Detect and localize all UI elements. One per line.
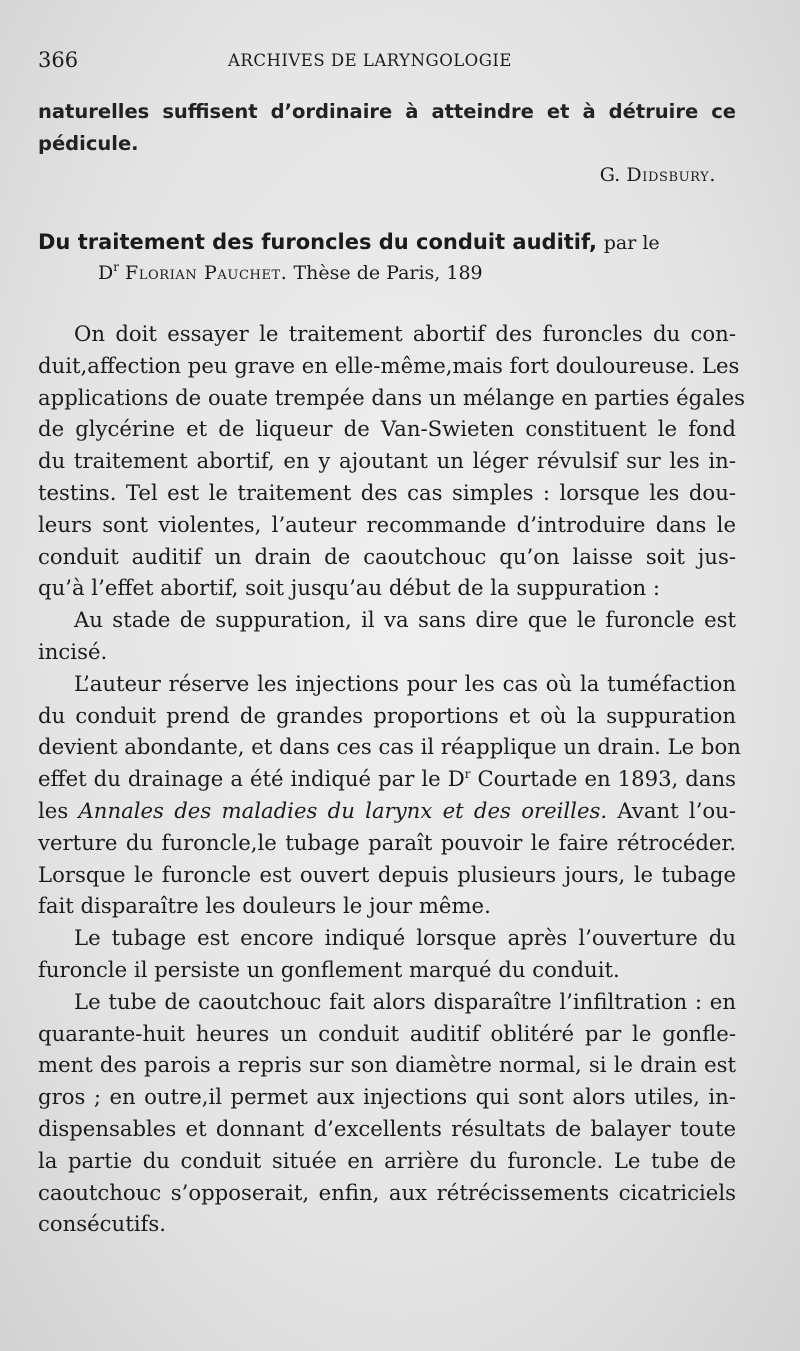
- author-prefix: D: [98, 261, 114, 284]
- signature-line: [38, 160, 736, 192]
- article-par: par le: [603, 232, 660, 254]
- body-line: [38, 763, 736, 795]
- page-number: 366: [38, 48, 79, 72]
- article-title-line: [38, 226, 736, 258]
- body-text: Courtade en 1893, dans: [470, 766, 736, 792]
- body-text: Avant l’ou-: [607, 797, 736, 823]
- body-line: quarante-huit heures un conduit auditif oblitéré par le gonfle-: [38, 1020, 736, 1046]
- body-line: verture du furoncle,le tubage paraît pouvoir le faire rétrocéder.: [38, 829, 736, 855]
- signature-name: Didsbury.: [626, 164, 716, 186]
- body-line: leurs sont violentes, l’auteur recommande d’introduire dans le: [38, 511, 736, 537]
- body-line: Le tube de caoutchouc fait alors disparaître l’infiltration : en: [74, 988, 736, 1014]
- body-line: Au stade de suppuration, il va sans dire que le furoncle est: [74, 607, 736, 633]
- signature-initial: G.: [599, 164, 621, 186]
- body-line: consécutifs.: [38, 1211, 166, 1237]
- body-text: les: [38, 797, 79, 823]
- journal-title: ARCHIVES DE LARYNGOLOGIE: [228, 51, 512, 70]
- body-line: conduit auditif un drain de caoutchouc qu’on laisse soit jus-: [38, 543, 736, 569]
- body-line: Lorsque le furoncle est ouvert depuis plusieurs jours, le tubage: [38, 861, 736, 887]
- body-line: dispensables et donnant d’excellents résultats de balayer toute: [38, 1115, 736, 1141]
- article-title: Du traitement des furoncles du conduit auditif,: [38, 230, 597, 254]
- journal-citation: Annales des maladies du larynx et des oreilles.: [78, 797, 608, 823]
- body-sup: r: [464, 767, 471, 782]
- intro-line: naturelles suffisent d’ordinaire à atteindre et à détruire ce: [38, 100, 736, 123]
- author-sup: r: [113, 259, 119, 274]
- body-line: la partie du conduit située en arrière du furoncle. Le tube de: [38, 1147, 736, 1173]
- body-line: L’auteur réserve les injections pour les cas où la tuméfaction: [74, 670, 736, 696]
- body-line: du conduit prend de grandes proportions et où la suppuration: [38, 702, 736, 728]
- article-heading: [38, 226, 736, 290]
- body-line: furoncle il persiste un gonflement marqué du conduit.: [38, 956, 620, 982]
- running-head: [38, 48, 738, 78]
- body-line: qu’à l’effet abortif, soit jusqu’au début de la suppuration :: [38, 575, 660, 601]
- article-body: [38, 318, 746, 1240]
- article-author-line: [38, 258, 736, 290]
- body-line: gros ; en outre,il permet aux injections qui sont alors utiles, in-: [38, 1084, 736, 1110]
- article-source: Thèse de Paris, 189: [293, 261, 483, 284]
- body-line: testins. Tel est le traitement des cas simples : lorsque les dou-: [38, 479, 736, 505]
- body-line: fait disparaître les douleurs le jour même.: [38, 893, 491, 919]
- body-line: caoutchouc s’opposerait, enfin, aux rétrécissements cicatriciels: [38, 1179, 736, 1205]
- body-line: Le tubage est encore indiqué lorsque après l’ouverture du: [74, 925, 736, 951]
- body-text: effet du drainage a été indiqué par le D: [38, 766, 465, 792]
- body-line: [38, 795, 736, 827]
- body-line: ment des parois a repris sur son diamètre normal, si le drain est: [38, 1052, 736, 1078]
- intro-paragraph: [38, 96, 736, 160]
- body-line: incisé.: [38, 638, 108, 664]
- author-name: Florian Pauchet.: [125, 261, 288, 284]
- body-line: devient abondante, et dans ces cas il réapplique un drain. Le bon: [38, 734, 741, 760]
- body-line: On doit essayer le traitement abortif des furoncles du con-: [74, 321, 736, 346]
- body-line: de glycérine et de liqueur de Van-Swieten constituent le fond: [38, 416, 736, 442]
- intro-line: pédicule.: [38, 131, 139, 155]
- body-line: duit,affection peu grave en elle-même,mais fort douloureuse. Les: [38, 352, 740, 378]
- signature: [38, 160, 736, 192]
- body-line: applications de ouate trempée dans un mélange en parties égales: [38, 384, 746, 410]
- body-line: du traitement abortif, en y ajoutant un léger révulsif sur les in-: [38, 448, 736, 474]
